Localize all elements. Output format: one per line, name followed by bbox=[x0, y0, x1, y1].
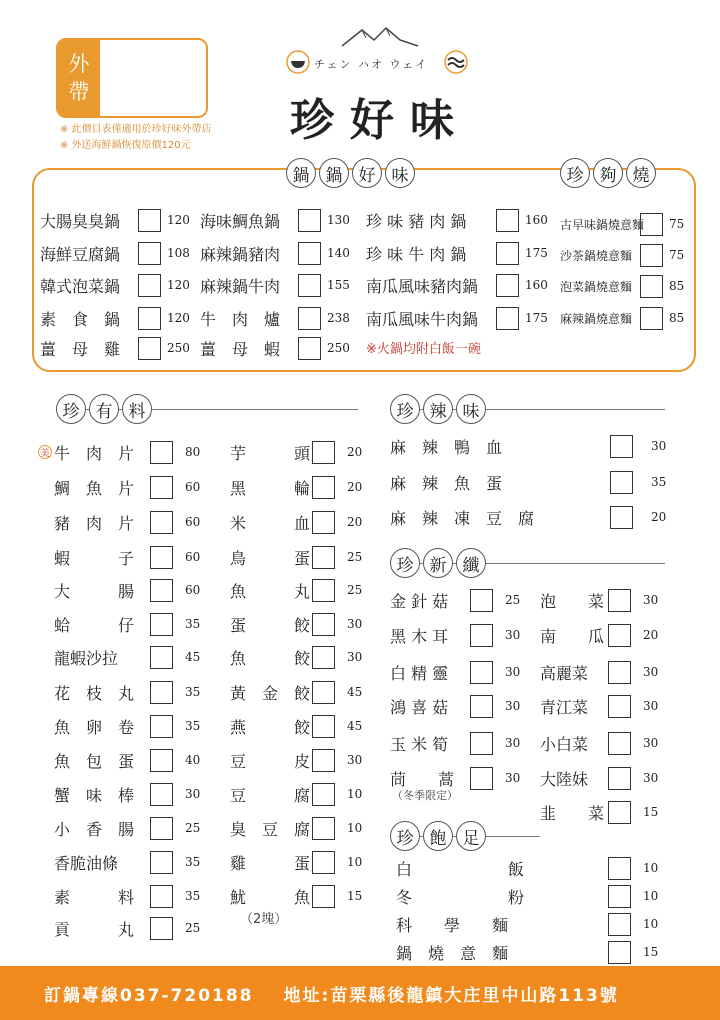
order-checkbox[interactable] bbox=[608, 941, 631, 964]
menu-item bbox=[38, 916, 200, 940]
item-name: 魚 丸 bbox=[230, 581, 311, 601]
item-price: 15 bbox=[643, 805, 659, 819]
veggies-section-title bbox=[390, 548, 486, 578]
order-checkbox[interactable] bbox=[608, 695, 631, 718]
order-checkbox[interactable] bbox=[312, 851, 335, 874]
item-name: 大 腸 bbox=[54, 581, 135, 601]
order-checkbox[interactable] bbox=[470, 589, 493, 612]
menu-item: 海味鯛魚鍋 130 bbox=[200, 208, 350, 232]
wave-icon bbox=[444, 50, 468, 74]
order-checkbox[interactable] bbox=[496, 307, 519, 330]
title-char: 珍 bbox=[390, 821, 420, 851]
item-name: 蛋 餃 bbox=[230, 615, 311, 635]
menu-item bbox=[38, 714, 200, 738]
menu-item bbox=[38, 612, 200, 636]
menu-item bbox=[396, 856, 658, 880]
item-price: 25 bbox=[347, 550, 363, 564]
menu-item: 麻辣鍋豬肉 140 bbox=[200, 241, 350, 265]
item-price: 25 bbox=[185, 921, 201, 935]
menu-item: 韓式泡菜鍋 120 bbox=[40, 273, 190, 297]
item-price: 35 bbox=[185, 617, 201, 631]
order-checkbox[interactable] bbox=[608, 624, 631, 647]
order-checkbox[interactable] bbox=[312, 613, 335, 636]
order-checkbox[interactable] bbox=[610, 506, 633, 529]
title-char: 味 bbox=[456, 394, 486, 424]
item-price: 45 bbox=[347, 685, 363, 699]
item-price: 35 bbox=[185, 719, 201, 733]
order-checkbox[interactable] bbox=[640, 244, 663, 267]
order-checkbox[interactable] bbox=[150, 511, 173, 534]
title-char: 夠 bbox=[593, 158, 623, 188]
noodle-section-title bbox=[560, 158, 656, 188]
menu-item bbox=[230, 714, 362, 738]
order-checkbox[interactable] bbox=[150, 817, 173, 840]
footer-bar bbox=[0, 966, 720, 1020]
order-checkbox[interactable] bbox=[150, 917, 173, 940]
item-price: 30 bbox=[505, 699, 521, 713]
item-name: 魚 餃 bbox=[230, 648, 311, 668]
item-price: 60 bbox=[185, 480, 201, 494]
item-name: 豆 皮 bbox=[230, 751, 311, 771]
item-price: 10 bbox=[347, 787, 363, 801]
mountain-logo-icon bbox=[340, 26, 420, 48]
order-checkbox[interactable] bbox=[298, 209, 321, 232]
order-checkbox[interactable] bbox=[138, 242, 161, 265]
menu-item: 古早味鍋燒意麵 75 bbox=[560, 212, 684, 236]
title-char: 飽 bbox=[423, 821, 453, 851]
title-char: 新 bbox=[423, 548, 453, 578]
order-checkbox[interactable] bbox=[610, 435, 633, 458]
title-char: 辣 bbox=[423, 394, 453, 424]
order-checkbox[interactable] bbox=[312, 579, 335, 602]
item-name: 燕 餃 bbox=[230, 717, 311, 737]
menu-item: 麻辣鍋牛肉 155 bbox=[200, 273, 350, 297]
item-price: 10 bbox=[643, 917, 659, 931]
item-name: 泡 菜 bbox=[540, 591, 605, 611]
item-price: 25 bbox=[185, 821, 201, 835]
item-price: 30 bbox=[643, 593, 659, 607]
menu-item: 沙茶鍋燒意麵 75 bbox=[560, 243, 684, 267]
order-checkbox[interactable] bbox=[608, 767, 631, 790]
menu-item bbox=[38, 884, 200, 908]
title-char: 纖 bbox=[456, 548, 486, 578]
order-checkbox[interactable] bbox=[150, 749, 173, 772]
order-checkbox[interactable] bbox=[312, 885, 335, 908]
item-price: 10 bbox=[643, 861, 659, 875]
menu-item bbox=[230, 850, 362, 874]
extras-section-title bbox=[56, 394, 152, 424]
order-checkbox[interactable] bbox=[470, 695, 493, 718]
title-char: 料 bbox=[122, 394, 152, 424]
item-name: 雞 蛋 bbox=[230, 853, 311, 873]
item-name: 小白菜 bbox=[540, 734, 589, 754]
order-checkbox[interactable] bbox=[138, 307, 161, 330]
item-name: 黑 木 耳 bbox=[390, 626, 449, 646]
order-checkbox[interactable] bbox=[608, 661, 631, 684]
item-name: 麻 辣 鴨 血 bbox=[390, 437, 503, 457]
item-name: 鳥 蛋 bbox=[230, 548, 311, 568]
item-name: 玉 米 筍 bbox=[390, 734, 449, 754]
item-price: 10 bbox=[347, 855, 363, 869]
note-1: ※ 此價目表僅適用於珍好味外帶店 bbox=[60, 124, 212, 135]
menu-item bbox=[38, 782, 200, 806]
title-char: 珍 bbox=[390, 548, 420, 578]
item-price: 30 bbox=[651, 439, 667, 453]
menu-item bbox=[38, 578, 200, 602]
menu-item bbox=[230, 545, 362, 569]
order-checkbox[interactable] bbox=[470, 767, 493, 790]
order-checkbox[interactable] bbox=[312, 476, 335, 499]
order-checkbox[interactable] bbox=[150, 783, 173, 806]
takeout-tag bbox=[58, 40, 100, 116]
title-char: 好 bbox=[352, 158, 382, 188]
item-name: 蝦 子 bbox=[54, 548, 135, 568]
order-checkbox[interactable] bbox=[312, 783, 335, 806]
item-price: 15 bbox=[347, 889, 363, 903]
title-char: 有 bbox=[89, 394, 119, 424]
item-price: 35 bbox=[185, 889, 201, 903]
order-checkbox[interactable] bbox=[138, 274, 161, 297]
menu-item bbox=[540, 766, 658, 790]
rice-note: ※火鍋均附白飯一碗 bbox=[366, 342, 481, 357]
item-name: 冬 粉 bbox=[396, 887, 525, 907]
item-price: 35 bbox=[185, 685, 201, 699]
order-checkbox[interactable] bbox=[608, 732, 631, 755]
item-name: 貢 丸 bbox=[54, 919, 135, 939]
item-name: 素 料 bbox=[54, 887, 135, 907]
order-checkbox[interactable] bbox=[496, 242, 519, 265]
order-checkbox[interactable] bbox=[312, 546, 335, 569]
order-checkbox[interactable] bbox=[608, 589, 631, 612]
order-checkbox[interactable] bbox=[640, 213, 663, 236]
menu-item bbox=[38, 440, 200, 464]
item-name: 麻 辣 魚 蛋 bbox=[390, 473, 503, 493]
item-price: 30 bbox=[643, 771, 659, 785]
order-checkbox[interactable] bbox=[150, 476, 173, 499]
menu-item bbox=[38, 816, 200, 840]
item-name: 麻 辣 凍 豆 腐 bbox=[390, 508, 535, 528]
menu-item: 南瓜風味豬肉鍋 160 bbox=[366, 273, 548, 297]
menu-item bbox=[540, 694, 658, 718]
order-phone: 訂鍋專線037-720188 bbox=[44, 985, 254, 1006]
item-price: 30 bbox=[505, 665, 521, 679]
item-name: 芋 頭 bbox=[230, 443, 311, 463]
item-name: 牛 肉 片 bbox=[54, 443, 135, 463]
order-checkbox[interactable] bbox=[150, 851, 173, 874]
item-price: 35 bbox=[651, 475, 667, 489]
item-name: 豆 腐 bbox=[230, 785, 311, 805]
item-name: 魚 卵 卷 bbox=[54, 717, 135, 737]
item-name: 南 瓜 bbox=[540, 626, 605, 646]
menu-item bbox=[396, 912, 658, 936]
item-price: 45 bbox=[185, 650, 201, 664]
menu-item: 珍 味 牛 肉 鍋 175 bbox=[366, 241, 548, 265]
item-price: 30 bbox=[505, 771, 521, 785]
title-char: 燒 bbox=[626, 158, 656, 188]
order-checkbox[interactable] bbox=[150, 646, 173, 669]
item-price: 30 bbox=[505, 628, 521, 642]
menu-item bbox=[396, 940, 658, 964]
menu-item bbox=[390, 588, 520, 612]
menu-item bbox=[390, 694, 520, 718]
staples-section-title bbox=[390, 821, 486, 851]
item-name: 白 飯 bbox=[396, 859, 525, 879]
item-price: 40 bbox=[185, 753, 201, 767]
menu-item bbox=[390, 766, 520, 790]
order-checkbox[interactable] bbox=[150, 885, 173, 908]
menu-item bbox=[396, 884, 658, 908]
item-price: 60 bbox=[185, 550, 201, 564]
title-char: 珍 bbox=[390, 394, 420, 424]
order-checkbox[interactable] bbox=[150, 681, 173, 704]
title-char: 足 bbox=[456, 821, 486, 851]
menu-item bbox=[390, 434, 666, 458]
menu-item bbox=[230, 680, 362, 704]
item-name: 小 香 腸 bbox=[54, 819, 135, 839]
menu-item bbox=[540, 660, 658, 684]
season-note: （冬季限定） bbox=[392, 789, 458, 802]
menu-item bbox=[38, 545, 200, 569]
menu-item: 薑 母 蝦 250 bbox=[200, 336, 350, 360]
menu-item bbox=[38, 850, 200, 874]
item-price: 20 bbox=[651, 510, 667, 524]
menu-item bbox=[390, 623, 520, 647]
order-checkbox[interactable] bbox=[470, 732, 493, 755]
recommend-badge: 美 bbox=[38, 445, 52, 459]
item-name: 大陸妹 bbox=[540, 769, 589, 789]
note-2: ※ 外送海鮮鍋恢復原價120元 bbox=[60, 140, 191, 151]
item-price: 60 bbox=[185, 583, 201, 597]
address: 地址:苗栗縣後龍鎮大庄里中山路113號 bbox=[283, 985, 619, 1006]
takeout-box bbox=[56, 38, 208, 118]
menu-item bbox=[38, 475, 200, 499]
menu-item: 麻辣鍋燒意麵 85 bbox=[560, 306, 684, 330]
item-price: 30 bbox=[643, 665, 659, 679]
item-name: 黃 金 餃 bbox=[230, 683, 311, 703]
item-price: 30 bbox=[347, 650, 363, 664]
item-price: 20 bbox=[643, 628, 659, 642]
menu-item bbox=[38, 510, 200, 534]
menu-item: 素 食 鍋 120 bbox=[40, 306, 190, 330]
item-name: 科 學 麵 bbox=[396, 915, 509, 935]
order-checkbox[interactable] bbox=[608, 885, 631, 908]
item-price: 30 bbox=[347, 753, 363, 767]
item-price: 15 bbox=[643, 945, 659, 959]
title-char: 鍋 bbox=[286, 158, 316, 188]
order-checkbox[interactable] bbox=[138, 337, 161, 360]
menu-item: 南瓜風味牛肉鍋 175 bbox=[366, 306, 548, 330]
order-checkbox[interactable] bbox=[608, 857, 631, 880]
item-name: 鯛 魚 片 bbox=[54, 478, 135, 498]
item-price: 10 bbox=[347, 821, 363, 835]
item-name: 米 血 bbox=[230, 513, 311, 533]
menu-item bbox=[230, 440, 362, 464]
spicy-section-title bbox=[390, 394, 486, 424]
menu-item bbox=[390, 470, 666, 494]
item-price: 45 bbox=[347, 719, 363, 733]
order-checkbox[interactable] bbox=[150, 579, 173, 602]
item-name: 白 精 靈 bbox=[390, 663, 449, 683]
item-name: 鴻 喜 菇 bbox=[390, 697, 449, 717]
squid-note: （2塊） bbox=[240, 912, 288, 927]
menu-item bbox=[540, 623, 658, 647]
item-name: 茼 蒿 bbox=[390, 769, 455, 789]
menu-item: 薑 母 雞 250 bbox=[40, 336, 190, 360]
menu-item bbox=[230, 475, 362, 499]
item-name: 花 枝 丸 bbox=[54, 683, 135, 703]
menu-item bbox=[38, 748, 200, 772]
menu-item bbox=[230, 782, 362, 806]
order-checkbox[interactable] bbox=[312, 646, 335, 669]
order-checkbox[interactable] bbox=[608, 801, 631, 824]
item-price: 20 bbox=[347, 515, 363, 529]
item-name: 鍋 燒 意 麵 bbox=[396, 943, 509, 963]
menu-item bbox=[540, 588, 658, 612]
item-price: 60 bbox=[185, 515, 201, 529]
title-char: 珍 bbox=[56, 394, 86, 424]
menu-item bbox=[230, 748, 362, 772]
item-name: 臭 豆 腐 bbox=[230, 819, 311, 839]
menu-item bbox=[540, 731, 658, 755]
takeout-label-1: 外 bbox=[68, 52, 90, 76]
header-notes bbox=[60, 122, 212, 154]
order-checkbox[interactable] bbox=[138, 209, 161, 232]
item-price: 20 bbox=[347, 480, 363, 494]
order-checkbox[interactable] bbox=[312, 681, 335, 704]
order-checkbox[interactable] bbox=[608, 913, 631, 936]
item-price: 30 bbox=[505, 736, 521, 750]
order-checkbox[interactable] bbox=[150, 546, 173, 569]
item-name: 香脆油條 bbox=[54, 853, 119, 873]
order-checkbox[interactable] bbox=[298, 274, 321, 297]
menu-item bbox=[230, 612, 362, 636]
menu-item bbox=[390, 660, 520, 684]
order-checkbox[interactable] bbox=[496, 274, 519, 297]
order-checkbox[interactable] bbox=[312, 817, 335, 840]
item-price: 30 bbox=[643, 736, 659, 750]
menu-item bbox=[540, 800, 658, 824]
item-name: 黑 輪 bbox=[230, 478, 311, 498]
order-checkbox[interactable] bbox=[470, 661, 493, 684]
menu-item: 珍 味 豬 肉 鍋 160 bbox=[366, 208, 548, 232]
order-checkbox[interactable] bbox=[312, 715, 335, 738]
order-checkbox[interactable] bbox=[640, 275, 663, 298]
menu-item bbox=[230, 884, 362, 908]
item-name: 金 針 菇 bbox=[390, 591, 449, 611]
order-checkbox[interactable] bbox=[470, 624, 493, 647]
menu-item bbox=[230, 645, 362, 669]
item-price: 30 bbox=[347, 617, 363, 631]
order-checkbox[interactable] bbox=[312, 749, 335, 772]
item-price: 20 bbox=[347, 445, 363, 459]
item-price: 25 bbox=[505, 593, 521, 607]
order-checkbox[interactable] bbox=[298, 307, 321, 330]
restaurant-title: 珍好味 bbox=[290, 95, 470, 146]
menu-item: 泡菜鍋燒意麵 85 bbox=[560, 274, 684, 298]
menu-item bbox=[230, 510, 362, 534]
menu-item: 海鮮豆腐鍋 108 bbox=[40, 241, 190, 265]
menu-item: 大腸臭臭鍋 120 bbox=[40, 208, 190, 232]
item-name: 魷 魚 bbox=[230, 887, 311, 907]
item-price: 80 bbox=[185, 445, 201, 459]
order-checkbox[interactable] bbox=[312, 441, 335, 464]
order-checkbox[interactable] bbox=[610, 471, 633, 494]
order-checkbox[interactable] bbox=[298, 337, 321, 360]
hotpot-section-title bbox=[286, 158, 415, 188]
item-name: 高麗菜 bbox=[540, 663, 589, 683]
takeout-label-2: 帶 bbox=[68, 80, 90, 104]
menu-item bbox=[38, 680, 200, 704]
title-char: 味 bbox=[385, 158, 415, 188]
item-price: 30 bbox=[185, 787, 201, 801]
order-checkbox[interactable] bbox=[640, 307, 663, 330]
menu-item bbox=[230, 816, 362, 840]
order-checkbox[interactable] bbox=[312, 511, 335, 534]
item-name: 龍蝦沙拉 bbox=[54, 648, 119, 668]
item-price: 10 bbox=[643, 889, 659, 903]
order-checkbox[interactable] bbox=[150, 441, 173, 464]
item-name: 韭 菜 bbox=[540, 803, 605, 823]
item-price: 30 bbox=[643, 699, 659, 713]
item-name: 魚 包 蛋 bbox=[54, 751, 135, 771]
item-price: 25 bbox=[347, 583, 363, 597]
menu-item: 牛 肉 爐 238 bbox=[200, 306, 350, 330]
menu-item bbox=[230, 578, 362, 602]
item-name: 豬 肉 片 bbox=[54, 513, 135, 533]
title-char: 鍋 bbox=[319, 158, 349, 188]
order-checkbox[interactable] bbox=[150, 715, 173, 738]
menu-item bbox=[390, 731, 520, 755]
order-checkbox[interactable] bbox=[150, 613, 173, 636]
order-checkbox[interactable] bbox=[298, 242, 321, 265]
item-name: 青江菜 bbox=[540, 697, 589, 717]
item-name: 蟹 味 棒 bbox=[54, 785, 135, 805]
menu-item bbox=[38, 645, 200, 669]
logo-subtitle: チェン ハオ ウェイ bbox=[313, 58, 429, 71]
item-name: 蛤 仔 bbox=[54, 615, 135, 635]
order-checkbox[interactable] bbox=[496, 209, 519, 232]
menu-item bbox=[390, 505, 666, 529]
item-price: 35 bbox=[185, 855, 201, 869]
title-char: 珍 bbox=[560, 158, 590, 188]
